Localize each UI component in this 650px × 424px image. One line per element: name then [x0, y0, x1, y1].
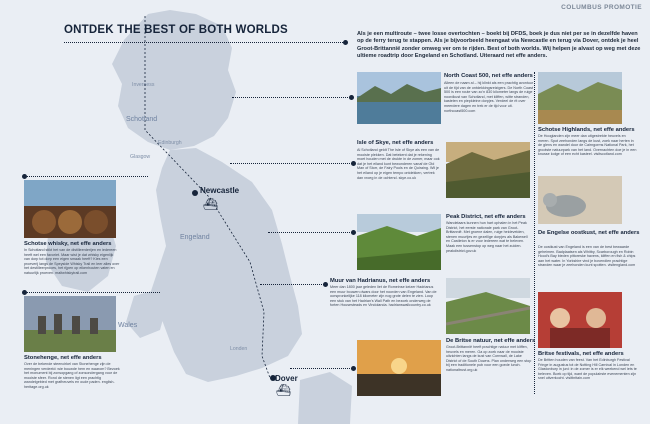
map-label-wales: Wales	[118, 322, 138, 329]
card-title-coast: De Engelse oostkust, net effe anders	[538, 230, 640, 236]
card-title-northcoast: North Coast 500, net effe anders	[444, 73, 533, 79]
connector-line-bites	[290, 368, 352, 369]
sunset-photo	[357, 340, 441, 396]
map-label-inverness: Inverness	[132, 82, 155, 88]
landscape-image	[357, 72, 441, 124]
connector-dot	[22, 290, 27, 295]
connector-dot	[351, 366, 356, 371]
landscape-image	[446, 142, 530, 198]
card-title-hadrian: Muur van Hadrianus, net effe anders	[330, 278, 431, 284]
connector-dot	[343, 40, 348, 45]
landscape-image	[446, 278, 530, 334]
landscape-image	[538, 72, 622, 124]
stonehenge-image	[24, 296, 116, 352]
card-title-stonehenge: Stonehenge, net effe anders	[24, 355, 102, 361]
connector-dot	[351, 230, 356, 235]
map-label-schotland: Schotland	[126, 116, 158, 123]
festival-photo	[538, 292, 622, 348]
connector-line-hadrian	[260, 284, 324, 285]
connector-dot	[351, 161, 356, 166]
connector-line-stonehenge	[24, 292, 160, 293]
card-body-highlands: De Hooglanden zijn meer dan uitgestrekte heuvels en meren. Spot zeehonden langs de kust, zoek naar herten in de glens en wandel door de Cairngorms National Park, het grootste natuurpark van het land. Overnachten doe je in een knusse lodge of een echt kasteel. visitscotland.com	[538, 134, 637, 157]
map-label-engeland: Engeland	[180, 234, 210, 241]
card-title-bites: De Britse natuur, net effe anders	[446, 338, 536, 344]
ferry-icon: ⛴	[276, 383, 292, 397]
connector-dot	[323, 282, 328, 287]
wales-landmass	[126, 290, 166, 338]
card-title-peak: Peak District, net effe anders	[446, 214, 526, 220]
card-body-festivals: De Britten houden van feest. Van het Edinburgh Festival Fringe in augustus tot de Notting Hill Carnival in Londen en Glastonbury in juni: in de zomer is er elk weekend wel iets te beleven. Boek op tijd, want de populairste evenementen zijn snel uitverkocht. visitbritain.com	[538, 358, 637, 381]
hadrian-photo	[446, 278, 530, 334]
connector-line-skye	[230, 163, 352, 164]
northcoast-photo	[357, 72, 441, 124]
card-body-bites: Groot-Brittannië heeft prachtige natuur met kliffen, heuvels en meren. Ga op zoek naar de mooiste uitzichten langs de kust van Cornwall, de Lake District of de South Downs. Plan onderweg een stop bij een traditionele pub voor een goede lunch. nationaltrust.org.uk	[446, 345, 532, 372]
connector-line-peak	[268, 232, 352, 233]
card-title-skye: Isle of Skye, net effe anders	[357, 140, 434, 146]
newcastle-pin	[192, 190, 198, 196]
skye-photo	[446, 142, 530, 198]
card-body-hadrian: Meer dan 1800 jaar geleden liet de Romeinse keizer Hadrianus een muur bouwen dwars door het noorden van Engeland. Van de oorspronkelijke 118 kilometer zijn nog grote delen te zien. Loop een stuk van het Hadrian's Wall Path en bezoek onderweg de forten Housesteads en Vindolanda. hadrianswallcountry.co.uk	[330, 285, 437, 308]
column-divider	[534, 72, 535, 394]
seal-photo	[538, 176, 622, 224]
title-underline	[64, 42, 345, 43]
connector-dot	[22, 174, 27, 179]
card-body-peak: Wandelaars kunnen hun hart ophalen in het Peak District, het eerste nationale park van Groot-Brittannië. Met groene dalen, ruige heidevelden, stenen muurtjes en gezellige dorpjes als Bakewell en Castleton is er voor iedereen wat te beleven. Maak een tussenstop op weg naar het zuiden. peakdistrict.gov.uk	[446, 221, 528, 253]
card-body-northcoast: Alleen de naam al – hij klinkt als een prachtig avontuur uit de tijd van de ontdekkingsreizigers. De North Coast 500 is een route van zo'n 830 kilometer langs de ruige noordkust van Schotland, met kliffen, witte stranden, kastelen en piepkleine dorpjes. Verdeel de rit over meerdere dagen en trek er de tijd voor uit. northcoast500.com	[444, 81, 534, 113]
whisky-photo	[24, 180, 116, 238]
card-title-highlands: Schotse Highlands, net effe anders	[538, 127, 635, 133]
map-label-glasgow: Glasgow	[130, 154, 151, 160]
port-label-dover: Dover	[275, 374, 298, 383]
card-title-festivals: Britse festivals, net effe anders	[538, 351, 624, 357]
connector-line-northcoast	[232, 97, 350, 98]
crowd-image	[538, 292, 622, 348]
peak-photo	[357, 214, 441, 270]
card-body-coast: De oostkust van Engeland is een van de best bewaarde geheimen. Badplaatsen als Whitby, Scarborough en Robin Hood's Bay bieden pittoreske havens, kliffen en fish & chips aan het water. In Yorkshire vind je bovendien prachtige stranden waar je zeehonden kunt spotten. visitengland.com	[538, 245, 636, 268]
intro-text: Als je een multiroute – twee losse overtochten – boekt bij DFDS, boek je dus niet per se in dezelfde haven op de ferry terug te stappen. Als je bijvoorbeeld heengaat via Newcastle en terug via Dover, ontdek je heel Groot-Brittannië zonder omweg ver om te rijden. Best of both worlds. Wij helpen je alvast op weg met deze ultieme roadtrip door Engeland en Schotland. Uiteraard net effe anders.	[357, 31, 641, 59]
landscape-image	[357, 214, 441, 270]
connector-dot	[349, 95, 354, 100]
card-body-stonehenge: Over de bekende steencirkel van Stonehenge zijn de meningen verdeeld: wie bouwde hem en waarom? Bezoek het monument bij zonsopgang of zonsondergang voor de mooiste sfeer. Rond de stenen ligt een prachtig wandelgebied met grafheuvels en oude paden. english-heritage.org.uk	[24, 362, 120, 389]
page-title: ONTDEK THE BEST OF BOTH WORLDS	[64, 24, 288, 36]
card-body-skye: Al Schotland geldt The Isle of Skye als een van de mooiste plekken. Dat betekent dat je rekening moet houden met de drukte in de zomer, maar ook dat je het eiland kunt bewonderen vanaf de Old Man of Storr, de Fairy Pools en de Quiraing. Wil je het eiland op je eigen tempo ontdekken, vertrek dan vroeg in de ochtend. skye.co.uk	[357, 148, 440, 180]
highlands-photo	[538, 72, 622, 124]
port-label-newcastle: Newcastle	[200, 186, 240, 195]
promo-label: COLUMBUS PROMOTIE	[561, 4, 642, 11]
europe-landmass	[298, 372, 352, 424]
card-body-whisky: In Schotland stikt het van de distilleerderijen en iedereen heeft wel een favoriet. Maar wist je dat whisky eigenlijk van dorp tot dorp een eigen smaak heeft? Kies een proeverij langs de Speyside Whisky Trail en leer alles over het destilleerproces, het rijpen op eikenhouten vaten en natuurlijk proeven. maltwhiskytrail.com	[24, 248, 120, 275]
stonehenge-photo	[24, 296, 116, 352]
england-landmass	[148, 148, 302, 382]
map-label-edinburgh: Edinburgh	[158, 140, 182, 146]
seal-image	[538, 176, 622, 224]
sunset-image	[357, 340, 441, 396]
connector-line-whisky	[24, 176, 148, 177]
barrels-image	[24, 180, 116, 238]
ferry-icon: ⛴	[203, 197, 219, 211]
card-title-whisky: Schotse whisky, net effe anders	[24, 241, 112, 247]
map-label-londen: Londen	[230, 346, 248, 352]
